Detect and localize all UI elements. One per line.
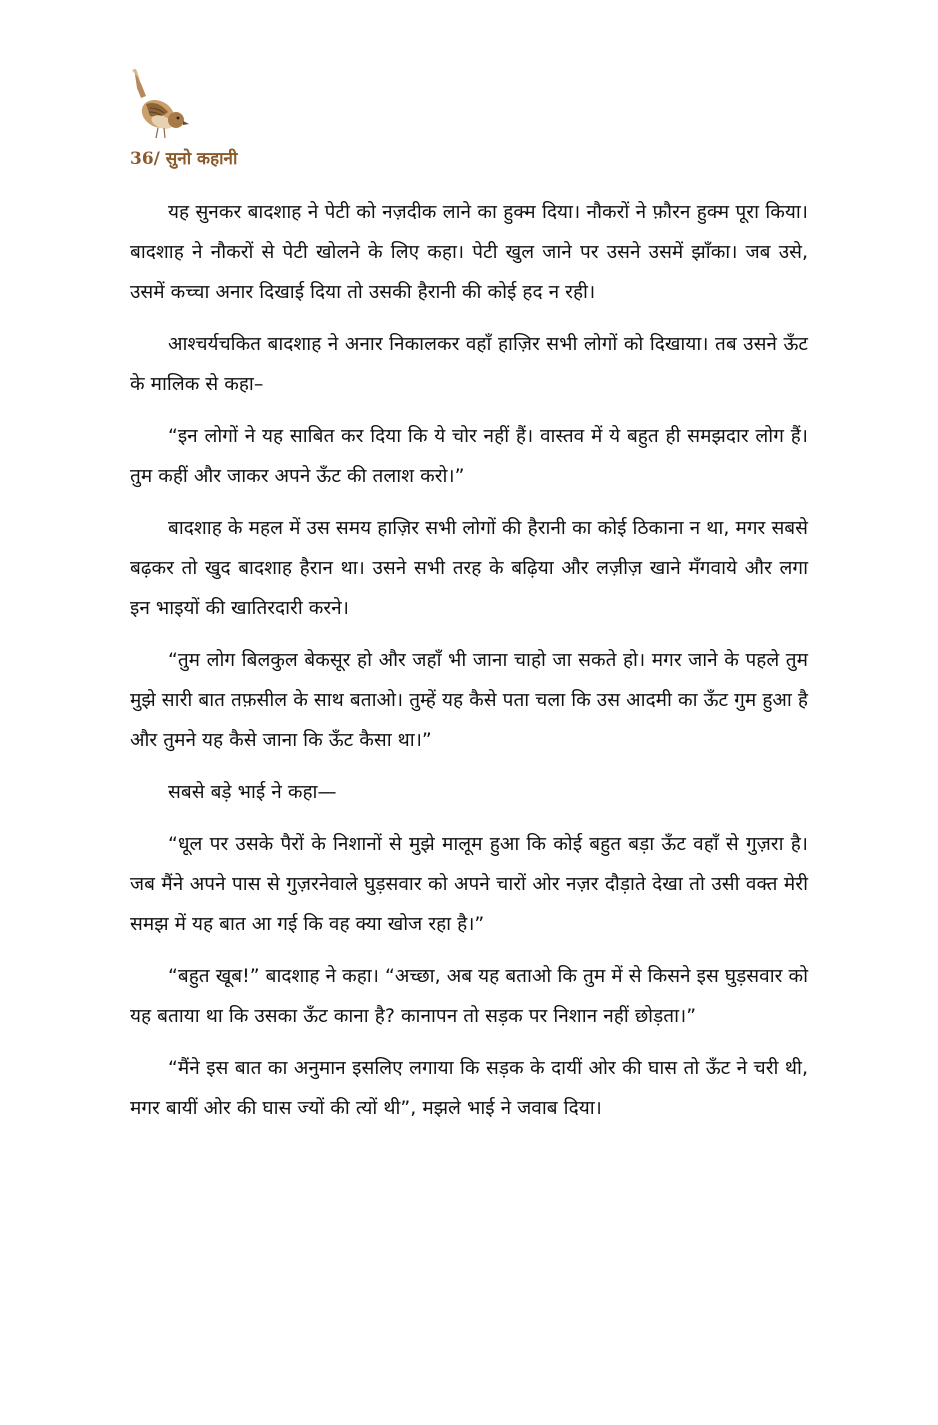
paragraph: “तुम लोग बिलकुल बेकसूर हो और जहाँ भी जाना चाहो जा सकते हो। मगर जाने के पहले तुम मुझे सारी बात तफ़सील के साथ बताओ। तुम्हें यह कैसे पता चला कि उस आदमी का ऊँट गुम हुआ है और तुमने यह कैसे जाना कि ऊँट कैसा था।” bbox=[130, 649, 808, 751]
sparrow-bird-icon bbox=[128, 66, 190, 144]
body-text bbox=[130, 192, 808, 1140]
page-number-title: 36/ सुनो कहानी bbox=[130, 149, 238, 169]
paragraph: सबसे बड़े भाई ने कहा— bbox=[168, 781, 337, 803]
paragraph: बादशाह के महल में उस समय हाज़िर सभी लोगों की हैरानी का कोई ठिकाना न था, मगर सबसे बढ़कर तो खुद बादशाह हैरान था। उसने सभी तरह के बढ़िया और लज़ीज़ खाने मँगवाये और लगा इन भाइयों की खातिरदारी करने। bbox=[130, 517, 808, 619]
paragraph: “मैंने इस बात का अनुमान इसलिए लगाया कि सड़क के दायीं ओर की घास तो ऊँट ने चरी थी, मगर बायीं ओर की घास ज्यों की त्यों थी”, मझले भाई ने जवाब दिया। bbox=[130, 1057, 808, 1119]
paragraph: “धूल पर उसके पैरों के निशानों से मुझे मालूम हुआ कि कोई बहुत बड़ा ऊँट वहाँ से गुज़रा है। जब मैंने अपने पास से गुज़रनेवाले घुड़सवार को अपने चारों ओर नज़र दौड़ाते देखा तो उसी वक्त मेरी समझ में यह बात आ गई कि वह क्या खोज रहा है।” bbox=[130, 833, 808, 935]
paragraph: “इन लोगों ने यह साबित कर दिया कि ये चोर नहीं हैं। वास्तव में ये बहुत ही समझदार लोग हैं। तुम कहीं और जाकर अपने ऊँट की तलाश करो।” bbox=[130, 425, 808, 487]
paragraph: आश्चर्यचकित बादशाह ने अनार निकालकर वहाँ हाज़िर सभी लोगों को दिखाया। तब उसने ऊँट के मालिक से कहा– bbox=[130, 333, 808, 395]
paragraph: “बहुत खूब!” बादशाह ने कहा। “अच्छा, अब यह बताओ कि तुम में से किसने इस घुड़सवार को यह बताया था कि उसका ऊँट काना है? कानापन तो सड़क पर निशान नहीं छोड़ता।” bbox=[130, 965, 808, 1027]
paragraph: यह सुनकर बादशाह ने पेटी को नज़दीक लाने का हुक्म दिया। नौकरों ने फ़ौरन हुक्म पूरा किया। बादशाह ने नौकरों से पेटी खोलने के लिए कहा। पेटी खुल जाने पर उसने उसमें झाँका। जब उसे, उसमें कच्चा अनार दिखाई दिया तो उसकी हैरानी की कोई हद न रही। bbox=[130, 201, 808, 303]
page-header bbox=[128, 66, 328, 176]
